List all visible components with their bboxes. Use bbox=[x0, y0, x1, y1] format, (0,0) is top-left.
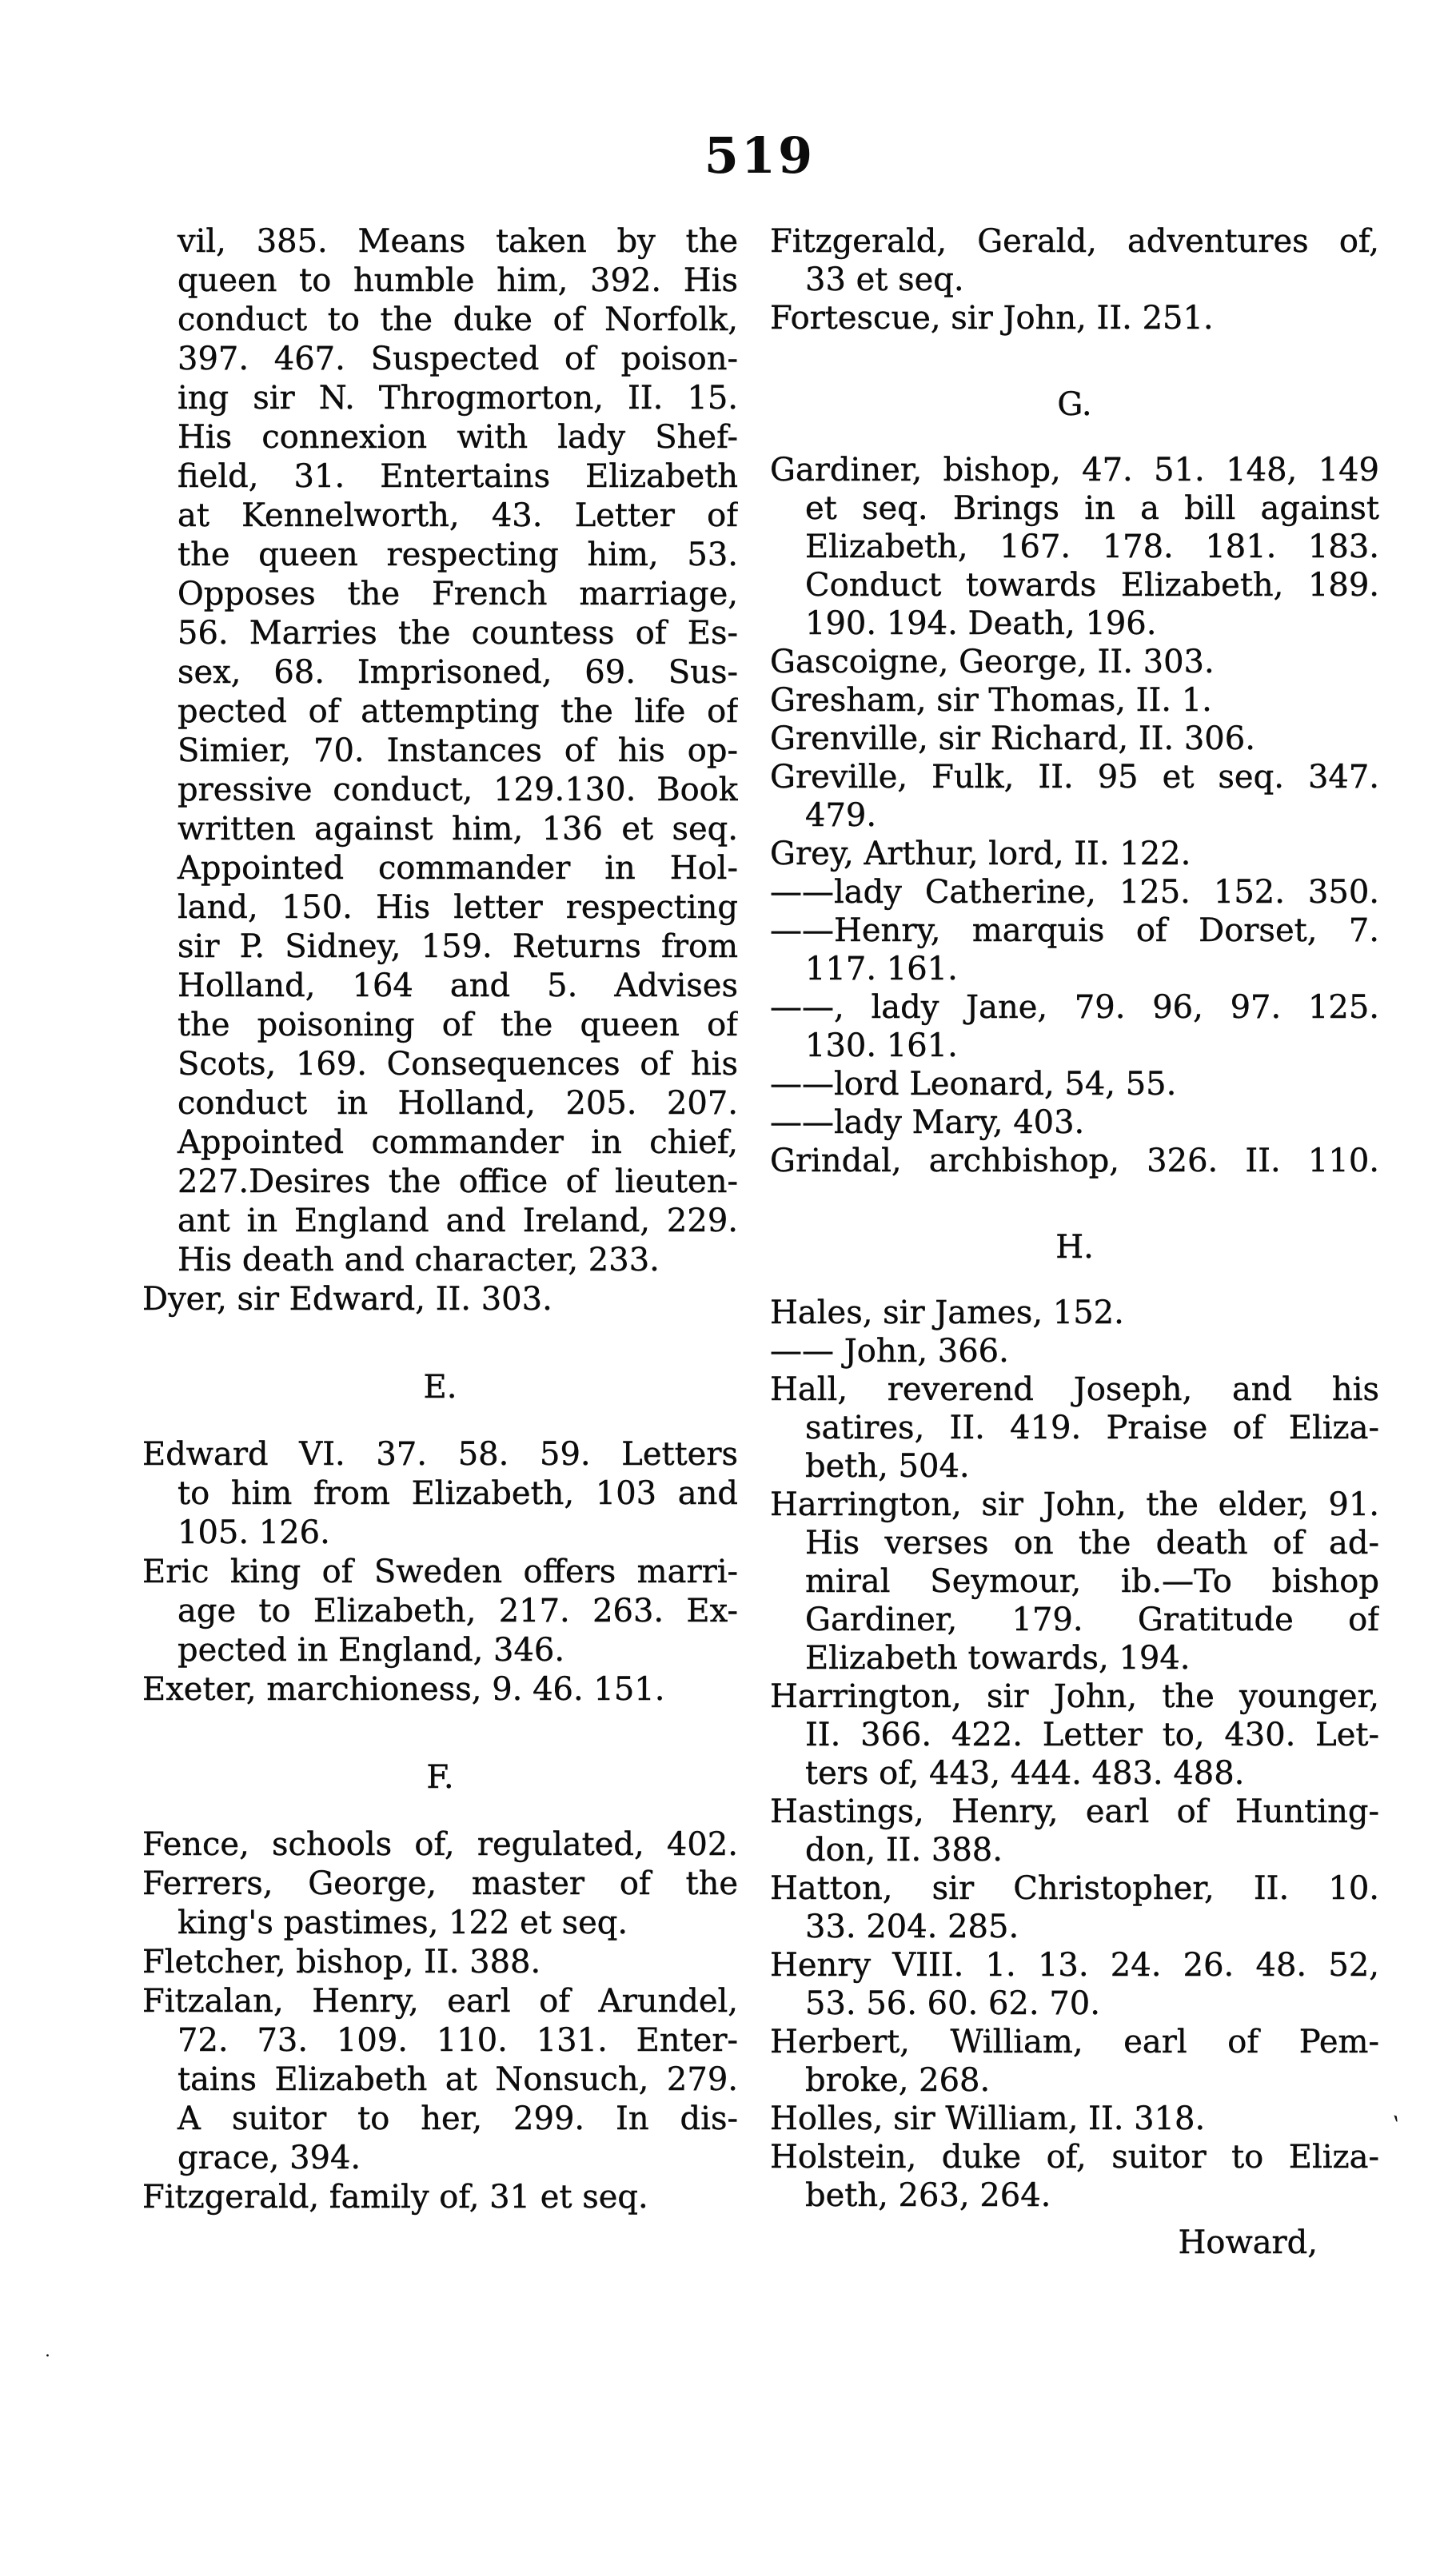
index-line: Fitzalan, Henry, earl of Arundel, bbox=[142, 1983, 738, 2020]
index-line: pected in England, 346. bbox=[178, 1632, 565, 1669]
index-line: 56. Marries the countess of Es- bbox=[178, 615, 738, 652]
catchword: Howard, bbox=[1178, 2224, 1318, 2261]
index-line: Fitzgerald, Gerald, adventures of, bbox=[770, 223, 1379, 260]
index-line: Appointed commander in chief, bbox=[178, 1124, 738, 1161]
index-line: 105. 126. bbox=[178, 1514, 330, 1551]
index-line: beth, 263, 264. bbox=[805, 2177, 1051, 2214]
index-line: Appointed commander in Hol- bbox=[178, 850, 738, 887]
index-line: ——lord Leonard, 54, 55. bbox=[770, 1066, 1177, 1103]
index-line: Eric king of Sweden offers marri- bbox=[142, 1554, 738, 1590]
index-line: Fence, schools of, regulated, 402. bbox=[142, 1826, 738, 1863]
index-line: conduct in Holland, 205. 207. bbox=[178, 1085, 738, 1122]
index-line: et seq. Brings in a bill against bbox=[805, 490, 1379, 527]
index-line: beth, 504. bbox=[805, 1448, 970, 1485]
index-line: Gardiner, 179. Gratitude of bbox=[805, 1602, 1379, 1638]
index-line: II. 366. 422. Letter to, 430. Let- bbox=[805, 1717, 1379, 1753]
index-line: queen to humble him, 392. His bbox=[178, 262, 738, 299]
index-line: ——Henry, marquis of Dorset, 7. bbox=[770, 912, 1379, 949]
index-line: Dyer, sir Edward, II. 303. bbox=[142, 1281, 552, 1318]
index-line: sex, 68. Imprisoned, 69. Sus- bbox=[178, 654, 738, 691]
index-line: 33 et seq. bbox=[805, 261, 964, 298]
section-heading: F. bbox=[426, 1759, 454, 1796]
index-line: Gascoigne, George, II. 303. bbox=[770, 644, 1215, 680]
index-line: pected of attempting the life of bbox=[178, 693, 738, 730]
index-line: miral Seymour, ib.—To bishop bbox=[805, 1563, 1379, 1600]
index-line: Herbert, William, earl of Pem- bbox=[770, 2024, 1379, 2060]
index-line: ——lady Catherine, 125. 152. 350. bbox=[770, 874, 1379, 911]
index-line: 72. 73. 109. 110. 131. Enter- bbox=[178, 2022, 738, 2059]
section-heading: H. bbox=[1055, 1229, 1094, 1266]
index-line: ant in England and Ireland, 229. bbox=[178, 1203, 738, 1239]
index-line: Grey, Arthur, lord, II. 122. bbox=[770, 836, 1191, 872]
index-line: at Kennelworth, 43. Letter of bbox=[178, 497, 738, 534]
index-line: don, II. 388. bbox=[805, 1832, 1003, 1869]
index-line: 33. 204. 285. bbox=[805, 1909, 1019, 1945]
index-line: Hastings, Henry, earl of Hunting- bbox=[770, 1793, 1379, 1830]
index-line: Greville, Fulk, II. 95 et seq. 347. bbox=[770, 759, 1379, 796]
index-line: His verses on the death of ad- bbox=[805, 1525, 1379, 1562]
index-line: Elizabeth towards, 194. bbox=[805, 1640, 1191, 1677]
index-line: 397. 467. Suspected of poison- bbox=[178, 341, 738, 377]
index-line: ing sir N. Throgmorton, II. 15. bbox=[178, 380, 738, 417]
index-line: His connexion with lady Shef- bbox=[178, 419, 738, 456]
index-line: tains Elizabeth at Nonsuch, 279. bbox=[178, 2061, 738, 2098]
index-line: Hales, sir James, 152. bbox=[770, 1294, 1124, 1331]
index-line: Grindal, archbishop, 326. II. 110. bbox=[770, 1143, 1379, 1179]
index-line: 190. 194. Death, 196. bbox=[805, 605, 1157, 642]
index-line: Gresham, sir Thomas, II. 1. bbox=[770, 682, 1212, 719]
index-line: Harrington, sir John, the younger, bbox=[770, 1678, 1379, 1715]
scan-artifact-dot: . bbox=[45, 2341, 50, 2361]
page-number: 519 bbox=[704, 126, 816, 185]
index-line: field, 31. Entertains Elizabeth bbox=[178, 458, 738, 495]
index-column-right bbox=[770, 222, 1379, 2215]
index-line: Hatton, sir Christopher, II. 10. bbox=[770, 1870, 1379, 1907]
index-line: 117. 161. bbox=[805, 951, 958, 987]
index-line: ters of, 443, 444. 483. 488. bbox=[805, 1755, 1245, 1792]
index-line: Ferrers, George, master of the bbox=[142, 1865, 738, 1902]
index-line: satires, II. 419. Praise of Eliza- bbox=[805, 1410, 1379, 1446]
index-line: Henry VIII. 1. 13. 24. 26. 48. 52, bbox=[770, 1947, 1379, 1984]
index-line: king's pastimes, 122 et seq. bbox=[178, 1905, 628, 1941]
index-line: Harrington, sir John, the elder, 91. bbox=[770, 1486, 1379, 1523]
index-line: A suitor to her, 299. In dis- bbox=[178, 2100, 738, 2137]
section-heading: G. bbox=[1057, 386, 1092, 423]
index-line: the poisoning of the queen of bbox=[178, 1007, 738, 1043]
index-line: 130. 161. bbox=[805, 1027, 958, 1064]
index-line: to him from Elizabeth, 103 and bbox=[178, 1475, 738, 1512]
index-line: vil, 385. Means taken by the bbox=[178, 223, 738, 260]
index-line: Scots, 169. Consequences of his bbox=[178, 1046, 738, 1083]
index-line: Fitzgerald, family of, 31 et seq. bbox=[142, 2179, 648, 2216]
index-line: age to Elizabeth, 217. 263. Ex- bbox=[178, 1593, 738, 1630]
index-line: Holland, 164 and 5. Advises bbox=[178, 967, 738, 1004]
scan-artifact-mark: ‵ bbox=[1384, 2110, 1402, 2144]
index-line: Gardiner, bishop, 47. 51. 148, 149 bbox=[770, 452, 1379, 489]
index-line: Holstein, duke of, suitor to Eliza- bbox=[770, 2139, 1379, 2176]
index-line: Opposes the French marriage, bbox=[178, 576, 738, 612]
index-line: ——, lady Jane, 79. 96, 97. 125. bbox=[770, 989, 1379, 1026]
index-line: ——lady Mary, 403. bbox=[770, 1104, 1085, 1141]
index-line: His death and character, 233. bbox=[178, 1242, 660, 1278]
index-line: Hall, reverend Joseph, and his bbox=[770, 1371, 1379, 1408]
index-line: Elizabeth, 167. 178. 181. 183. bbox=[805, 529, 1379, 565]
index-line: Fletcher, bishop, II. 388. bbox=[142, 1944, 541, 1981]
index-line: grace, 394. bbox=[178, 2140, 361, 2176]
index-line: 479. bbox=[805, 797, 877, 834]
index-line: broke, 268. bbox=[805, 2062, 991, 2099]
index-line: 53. 56. 60. 62. 70. bbox=[805, 1985, 1100, 2022]
index-line: pressive conduct, 129.130. Book bbox=[178, 772, 738, 808]
index-line: —— John, 366. bbox=[770, 1333, 1009, 1370]
index-line: Exeter, marchioness, 9. 46. 151. bbox=[142, 1671, 665, 1708]
index-line: Conduct towards Elizabeth, 189. bbox=[805, 567, 1379, 604]
index-line: Holles, sir William, II. 318. bbox=[770, 2100, 1206, 2137]
index-line: Simier, 70. Instances of his op- bbox=[178, 732, 738, 769]
index-column-left bbox=[142, 222, 738, 2217]
index-line: Grenville, sir Richard, II. 306. bbox=[770, 720, 1255, 757]
index-line: sir P. Sidney, 159. Returns from bbox=[178, 928, 738, 965]
index-line: Fortescue, sir John, II. 251. bbox=[770, 300, 1214, 337]
index-line: written against him, 136 et seq. bbox=[178, 811, 738, 848]
index-line: the queen respecting him, 53. bbox=[178, 537, 738, 573]
index-line: 227.Desires the office of lieuten- bbox=[178, 1163, 738, 1200]
section-heading: E. bbox=[423, 1369, 457, 1406]
index-line: Edward VI. 37. 58. 59. Letters bbox=[142, 1436, 738, 1473]
index-line: land, 150. His letter respecting bbox=[178, 889, 738, 926]
index-line: conduct to the duke of Norfolk, bbox=[178, 301, 738, 338]
